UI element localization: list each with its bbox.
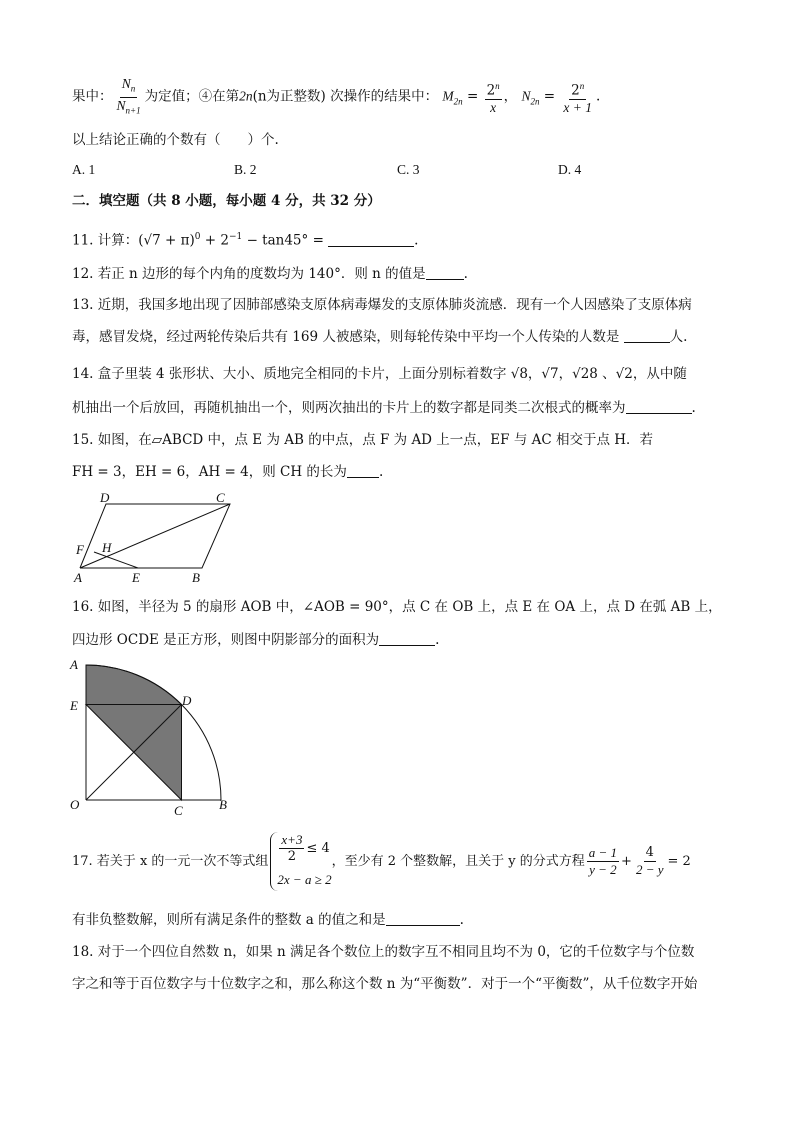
q15-label-e: E <box>132 570 140 585</box>
q15-answer-blank[interactable] <box>347 463 379 478</box>
q10-fraction-ratio: $\frac{N_n}{N_{n+1}}$ <box>116 76 141 116</box>
q15-line2: FH = 3，EH = 6，AH = 4，则 CH 的长为 . <box>72 464 384 480</box>
q10-tail-line: 果中： $\frac{N_n}{N_{n+1}}$ 为定值；④在第2n(n为正整数) 次操作的结果中： $M_{2n}$ = $\frac{2^n}{x}$ ， $N_{2n}$ = $\frac{2^n}{x + 1}$ . <box>72 76 600 118</box>
choice-d: D. 4 <box>558 162 582 177</box>
inequality-system: $\frac{x+3}{2}$ ≤ 4 2x − a ≥ 2 <box>270 832 331 891</box>
q14-answer-blank[interactable] <box>626 399 692 414</box>
q16-label-o: O <box>70 797 80 812</box>
choice-c: C. 3 <box>397 162 420 177</box>
q10-mid-expr: 2n <box>239 88 253 104</box>
q15-line1: 15. 如图，在▱ABCD 中，点 E 为 AB 的中点，点 F 为 AD 上一点，EF 与 AC 相交于点 H．若 <box>72 432 654 448</box>
q10-N-label: N <box>521 88 531 104</box>
q16-label-d: D <box>182 693 192 708</box>
q13-answer-blank[interactable] <box>624 328 670 343</box>
q10-M-label: M <box>442 88 454 104</box>
q16-label-a: A <box>70 657 78 672</box>
q12-line: 12. 若正 n 边形的每个内角的度数均为 140°．则 n 的值是 . <box>72 266 468 282</box>
choice-a: A. 1 <box>72 162 96 177</box>
q15-label-a: A <box>74 570 82 585</box>
choice-b: B. 2 <box>234 162 257 177</box>
q14-line1: 14. 盒子里装 4 张形状、大小、质地完全相同的卡片，上面分别标着数字 √8，√7，√28 、√2，从中随 <box>72 366 687 382</box>
q10-M-fraction: $\frac{2^n}{x}$ <box>485 78 502 116</box>
q15-label-f: F <box>76 542 84 557</box>
q11-line: 11. 计算：$(√7 + \pi)^0 + 2^{-1} - \tan 45^\circ$ = . <box>72 232 419 249</box>
section-title: 二．填空题（共 8 小题，每小题 4 分，共 32 分） <box>72 193 381 209</box>
segment-ef <box>94 552 138 568</box>
q16-line2: 四边形 OCDE 是正方形，则图中阴影部分的面积为 . <box>72 632 440 648</box>
q15-label-d: D <box>100 490 110 505</box>
q17-line1: 17. 若关于 x 的一元一次不等式组 $\frac{x+3}{2}$ ≤ 4 2x − a ≥ 2 ，至少有 2 个整数解，且关于 y 的分式方程 $\frac{a - 1}{y - 2}$ + $\frac{4}{2 - y}$ = 2 <box>72 832 691 891</box>
q15-label-b: B <box>192 570 200 585</box>
q18-line2: 字之和等于百位数字与十位数字之和，那么称这个数 n 为“平衡数”．对于一个“平衡数”，从千位数字开始 <box>72 976 698 992</box>
q13-line2: 毒，感冒发烧，经过两轮传染后共有 169 人被感染，则每轮传染中平均一个人传染的人数是 人. <box>72 329 688 345</box>
q11-answer-blank[interactable] <box>328 232 414 247</box>
q17-answer-blank[interactable] <box>386 911 460 926</box>
q15-figure <box>70 490 240 586</box>
q10-N-fraction: $\frac{2^n}{x + 1}$ <box>561 78 594 116</box>
q16-label-c: C <box>174 803 183 818</box>
q10-mid1: 为定值；④在第 <box>144 88 240 105</box>
q13-line1: 13. 近期，我国多地出现了因肺部感染支原体病毒爆发的支原体肺炎流感．现有一个人因感染了支原体病 <box>72 297 692 313</box>
q17-line2: 有非负整数解，则所有满足条件的整数 a 的值之和是 . <box>72 912 464 928</box>
q16-label-e: E <box>70 698 78 713</box>
q11-expr: (√7 + π) <box>138 232 195 249</box>
q10-prefix: 果中： <box>72 88 113 105</box>
q16-figure <box>62 655 242 820</box>
q10-question: 以上结论正确的个数有（ ）个. <box>72 132 279 148</box>
q15-label-h: H <box>102 540 112 555</box>
q16-line1: 16. 如图，半径为 5 的扇形 AOB 中，∠AOB = 90°，点 C 在 OB 上，点 E 在 OA 上，点 D 在弧 AB 上， <box>72 599 722 615</box>
shaded-region-top <box>86 665 182 705</box>
q10-mid-paren: (n为正整数) 次操作的结果中： <box>252 88 439 105</box>
q14-line2: 机抽出一个后放回，再随机抽出一个，则两次抽出的卡片上的数字都是同类二次根式的概率为 . <box>72 400 696 416</box>
q15-label-c: C <box>216 490 225 505</box>
q16-answer-blank[interactable] <box>379 631 435 646</box>
q16-label-b: B <box>219 797 227 812</box>
q18-line1: 18. 对于一个四位自然数 n，如果 n 满足各个数位上的数字互不相同且均不为 0，它的千位数字与个位数 <box>72 944 695 960</box>
q12-answer-blank[interactable] <box>426 265 464 280</box>
